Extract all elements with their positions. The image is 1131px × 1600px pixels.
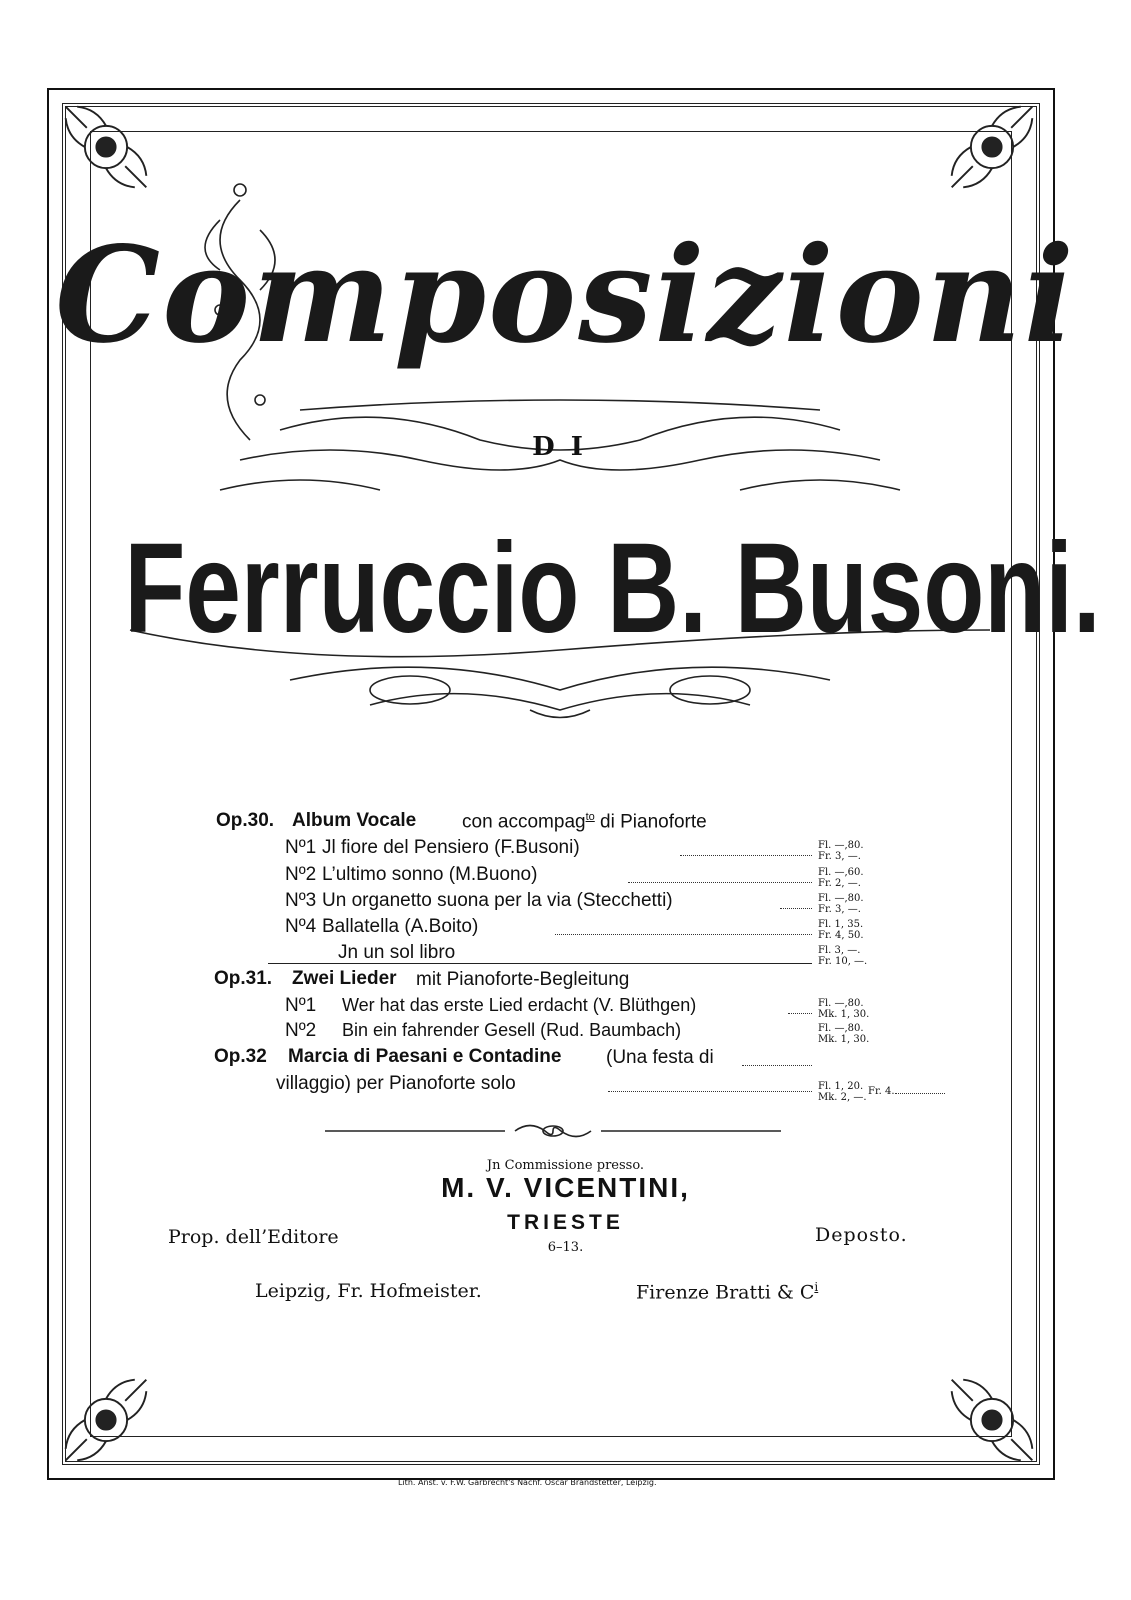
price-line: Fr. 10, —. [818, 956, 868, 967]
op30-item-2-title: L’ultimo sonno (M.Buono) [322, 864, 538, 885]
op32-price-fr: Fr. 4. [868, 1086, 895, 1097]
price-line: Fr. 2, —. [818, 878, 861, 889]
separator-ornament [325, 1118, 781, 1144]
publisher-name: M. V. VICENTINI, [441, 1172, 690, 1203]
lithographer-imprint: Lith. Anst. v. F.W. Garbrecht's Nachf. Oscar Brandstetter, Leipzig. [398, 1478, 657, 1487]
op30-item-2-price [818, 867, 864, 889]
opus-32-line2: villaggio) per Pianoforte solo [276, 1073, 516, 1094]
publisher-city: TRIESTE [507, 1211, 624, 1234]
op31-item-2-price [818, 1023, 869, 1045]
op30-item-3-no: Nº3 [285, 890, 317, 911]
leader-dots [895, 1093, 945, 1094]
opus-32-title: Marcia di Paesani e Contadine [288, 1046, 562, 1067]
agent-firenze-sup: i [814, 1280, 819, 1294]
opus-30-subtitle-pre: con accompag [462, 811, 586, 833]
collection-rule [268, 963, 812, 964]
price-line: Fl. —,80. [818, 1023, 864, 1034]
page-title: Composizioni [55, 218, 1076, 373]
leader-dots [608, 1091, 812, 1092]
op30-item-4-no: Nº4 [285, 916, 317, 937]
title-connector: DI [532, 432, 599, 462]
leader-dots [780, 908, 812, 909]
corner-ornament-bottom-left [58, 1372, 154, 1468]
opus-30-number: Op.30. [216, 810, 275, 831]
op31-item-1-title: Wer hat das erste Lied erdacht (V. Blüthgen) [342, 995, 697, 1015]
opus-30-subtitle-sup: to [585, 811, 595, 823]
price-line: Fl. —,80. [818, 998, 864, 1009]
opus-30-title: Album Vocale [292, 810, 417, 831]
price-line: Mk. 1, 30. [818, 1034, 870, 1045]
op30-item-4-price [818, 919, 864, 941]
price-line: Mk. 1, 30. [818, 1009, 870, 1020]
opus-31-subtitle: mit Pianoforte-Begleitung [416, 969, 630, 990]
leader-dots [555, 934, 812, 935]
agent-leipzig: Leipzig, Fr. Hofmeister. [255, 1280, 482, 1302]
corner-ornament-top-right [944, 99, 1040, 195]
agent-firenze-name: Firenze Bratti & C [636, 1281, 815, 1304]
price-line: Fr. 4, 50. [818, 930, 864, 941]
corner-ornament-top-left [58, 99, 154, 195]
composer-name: Ferruccio B. Busoni. [124, 517, 1101, 660]
opus-32-number: Op.32 [214, 1046, 267, 1067]
leader-dots [628, 882, 812, 883]
op31-item-1-price [818, 998, 869, 1020]
op30-item-1-no: Nº1 [285, 837, 317, 858]
price-line: Fl. 1, 20. [818, 1081, 864, 1092]
price-line: Fl. —,60. [818, 867, 864, 878]
opus-31-title: Zwei Lieder [292, 968, 397, 989]
price-line: Fl. —,80. [818, 893, 864, 904]
price-line: Fr. 3, —. [818, 851, 861, 862]
agent-firenze [636, 1280, 818, 1303]
opus-30-subtitle-post: di Pianoforte [600, 811, 707, 833]
op30-collection-price [818, 945, 867, 967]
op30-item-2-no: Nº2 [285, 864, 317, 885]
corner-ornament-bottom-right [944, 1372, 1040, 1468]
price-line: Mk. 2, —. [818, 1092, 867, 1103]
opus-30-subtitle [462, 811, 707, 833]
plate-number: 6–13. [547, 1240, 584, 1255]
price-line: Fl. 1, 35. [818, 919, 864, 930]
op31-item-2-title: Bin ein fahrender Gesell (Rud. Baumbach) [342, 1020, 682, 1040]
opus-32-subtitle: (Una festa di [606, 1047, 714, 1068]
commission-line: Jn Commissione presso. [486, 1158, 645, 1173]
leader-dots [742, 1065, 812, 1066]
op32-price [818, 1081, 867, 1103]
op30-item-4-title: Ballatella (A.Boito) [322, 916, 479, 937]
op30-item-1-title: Jl fiore del Pensiero (F.Busoni) [322, 837, 580, 858]
price-line: Fr. 3, —. [818, 904, 861, 915]
proprietary-note: Prop. dell’Editore [168, 1226, 339, 1248]
op31-item-2-no: Nº2 [285, 1020, 317, 1041]
op30-item-1-price [818, 840, 864, 862]
price-line: Fl. —,80. [818, 840, 864, 851]
op30-collection-title: Jn un sol libro [338, 942, 456, 963]
price-line: Fl. 3, —. [818, 945, 861, 956]
op30-item-3-price [818, 893, 864, 915]
op31-item-1-no: Nº1 [285, 995, 317, 1016]
leader-dots [788, 1013, 812, 1014]
deposit-note: Deposto. [815, 1224, 908, 1246]
leader-dots [680, 855, 812, 856]
opus-31-number: Op.31. [214, 968, 273, 989]
op30-item-3-title: Un organetto suona per la via (Stecchetti) [322, 890, 673, 911]
